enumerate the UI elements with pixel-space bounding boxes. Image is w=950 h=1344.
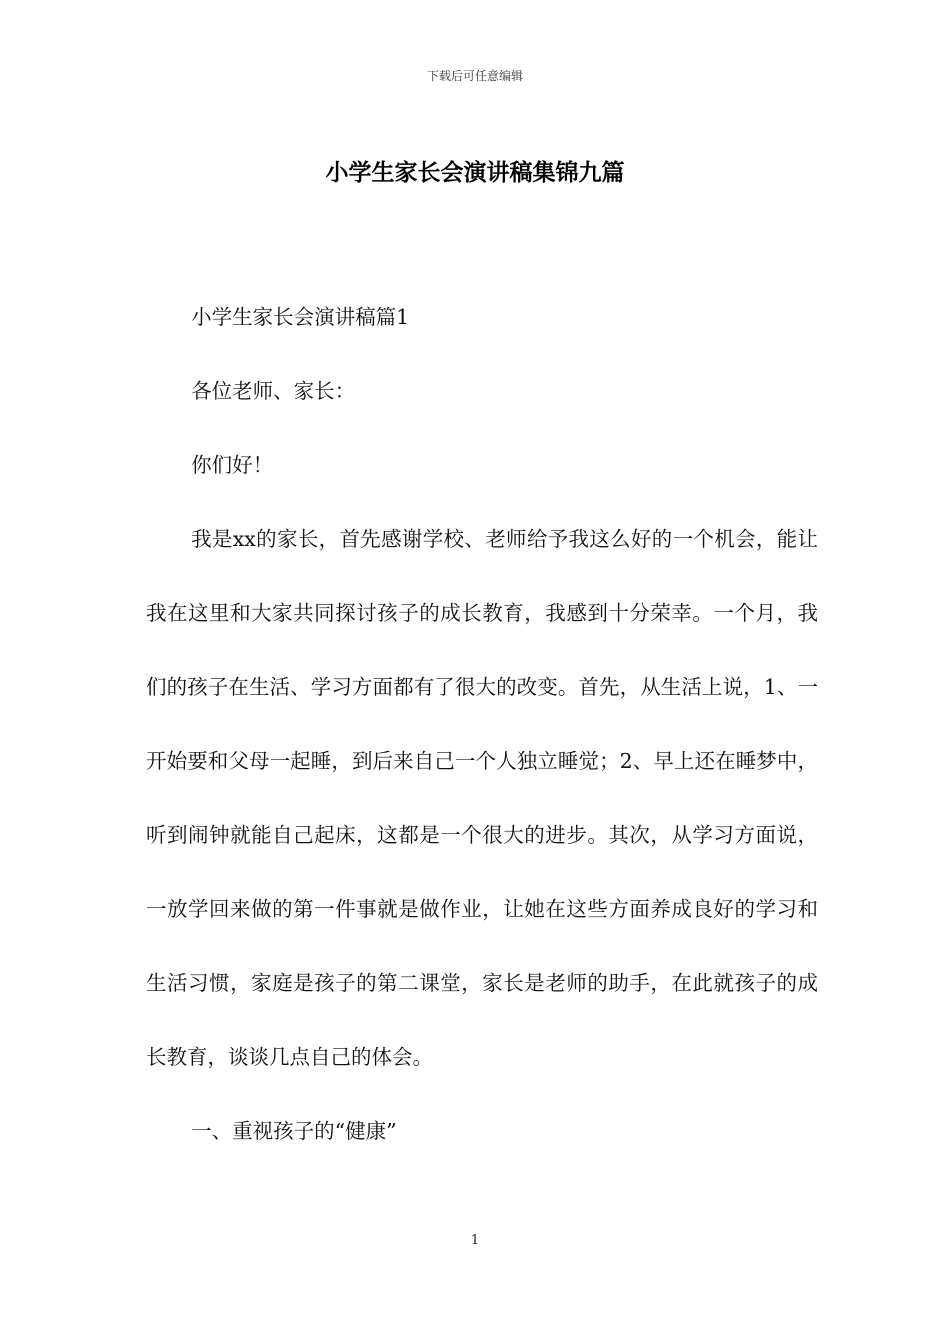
body-paragraph: 我是xx的家长，首先感谢学校、老师给予我这么好的一个机会，能让我在这里和大家共同探讨孩子的成长教育，我感到十分荣幸。一个月，我们的孩子在生活、学习方面都有了很大的改变。首先，从生活上说，1、一开始要和父母一起睡，到后来自己一个人独立睡觉；2、早上还在睡梦中，听到闹钟就能自己起床，这都是一个很大的进步。其次，从学习方面说，一放学回来做的第一件事就是做作业，让她在这些方面养成良好的学习和生活习惯，家庭是孩子的第二课堂，家长是老师的助手，在此就孩子的成长教育，谈谈几点自己的体会。: [146, 527, 818, 1069]
page-number: 1: [470, 1233, 480, 1248]
subheading: 一、重视孩子的“健康”: [191, 1119, 397, 1143]
header-note: 下载后可任意编辑: [426, 69, 523, 83]
document-title: 小学生家长会演讲稿集锦九篇: [325, 159, 625, 186]
salutation: 各位老师、家长：: [191, 379, 356, 403]
document-body: [146, 280, 818, 1168]
section-heading: 小学生家长会演讲稿篇1: [191, 305, 410, 329]
greeting: 你们好！: [191, 453, 274, 477]
